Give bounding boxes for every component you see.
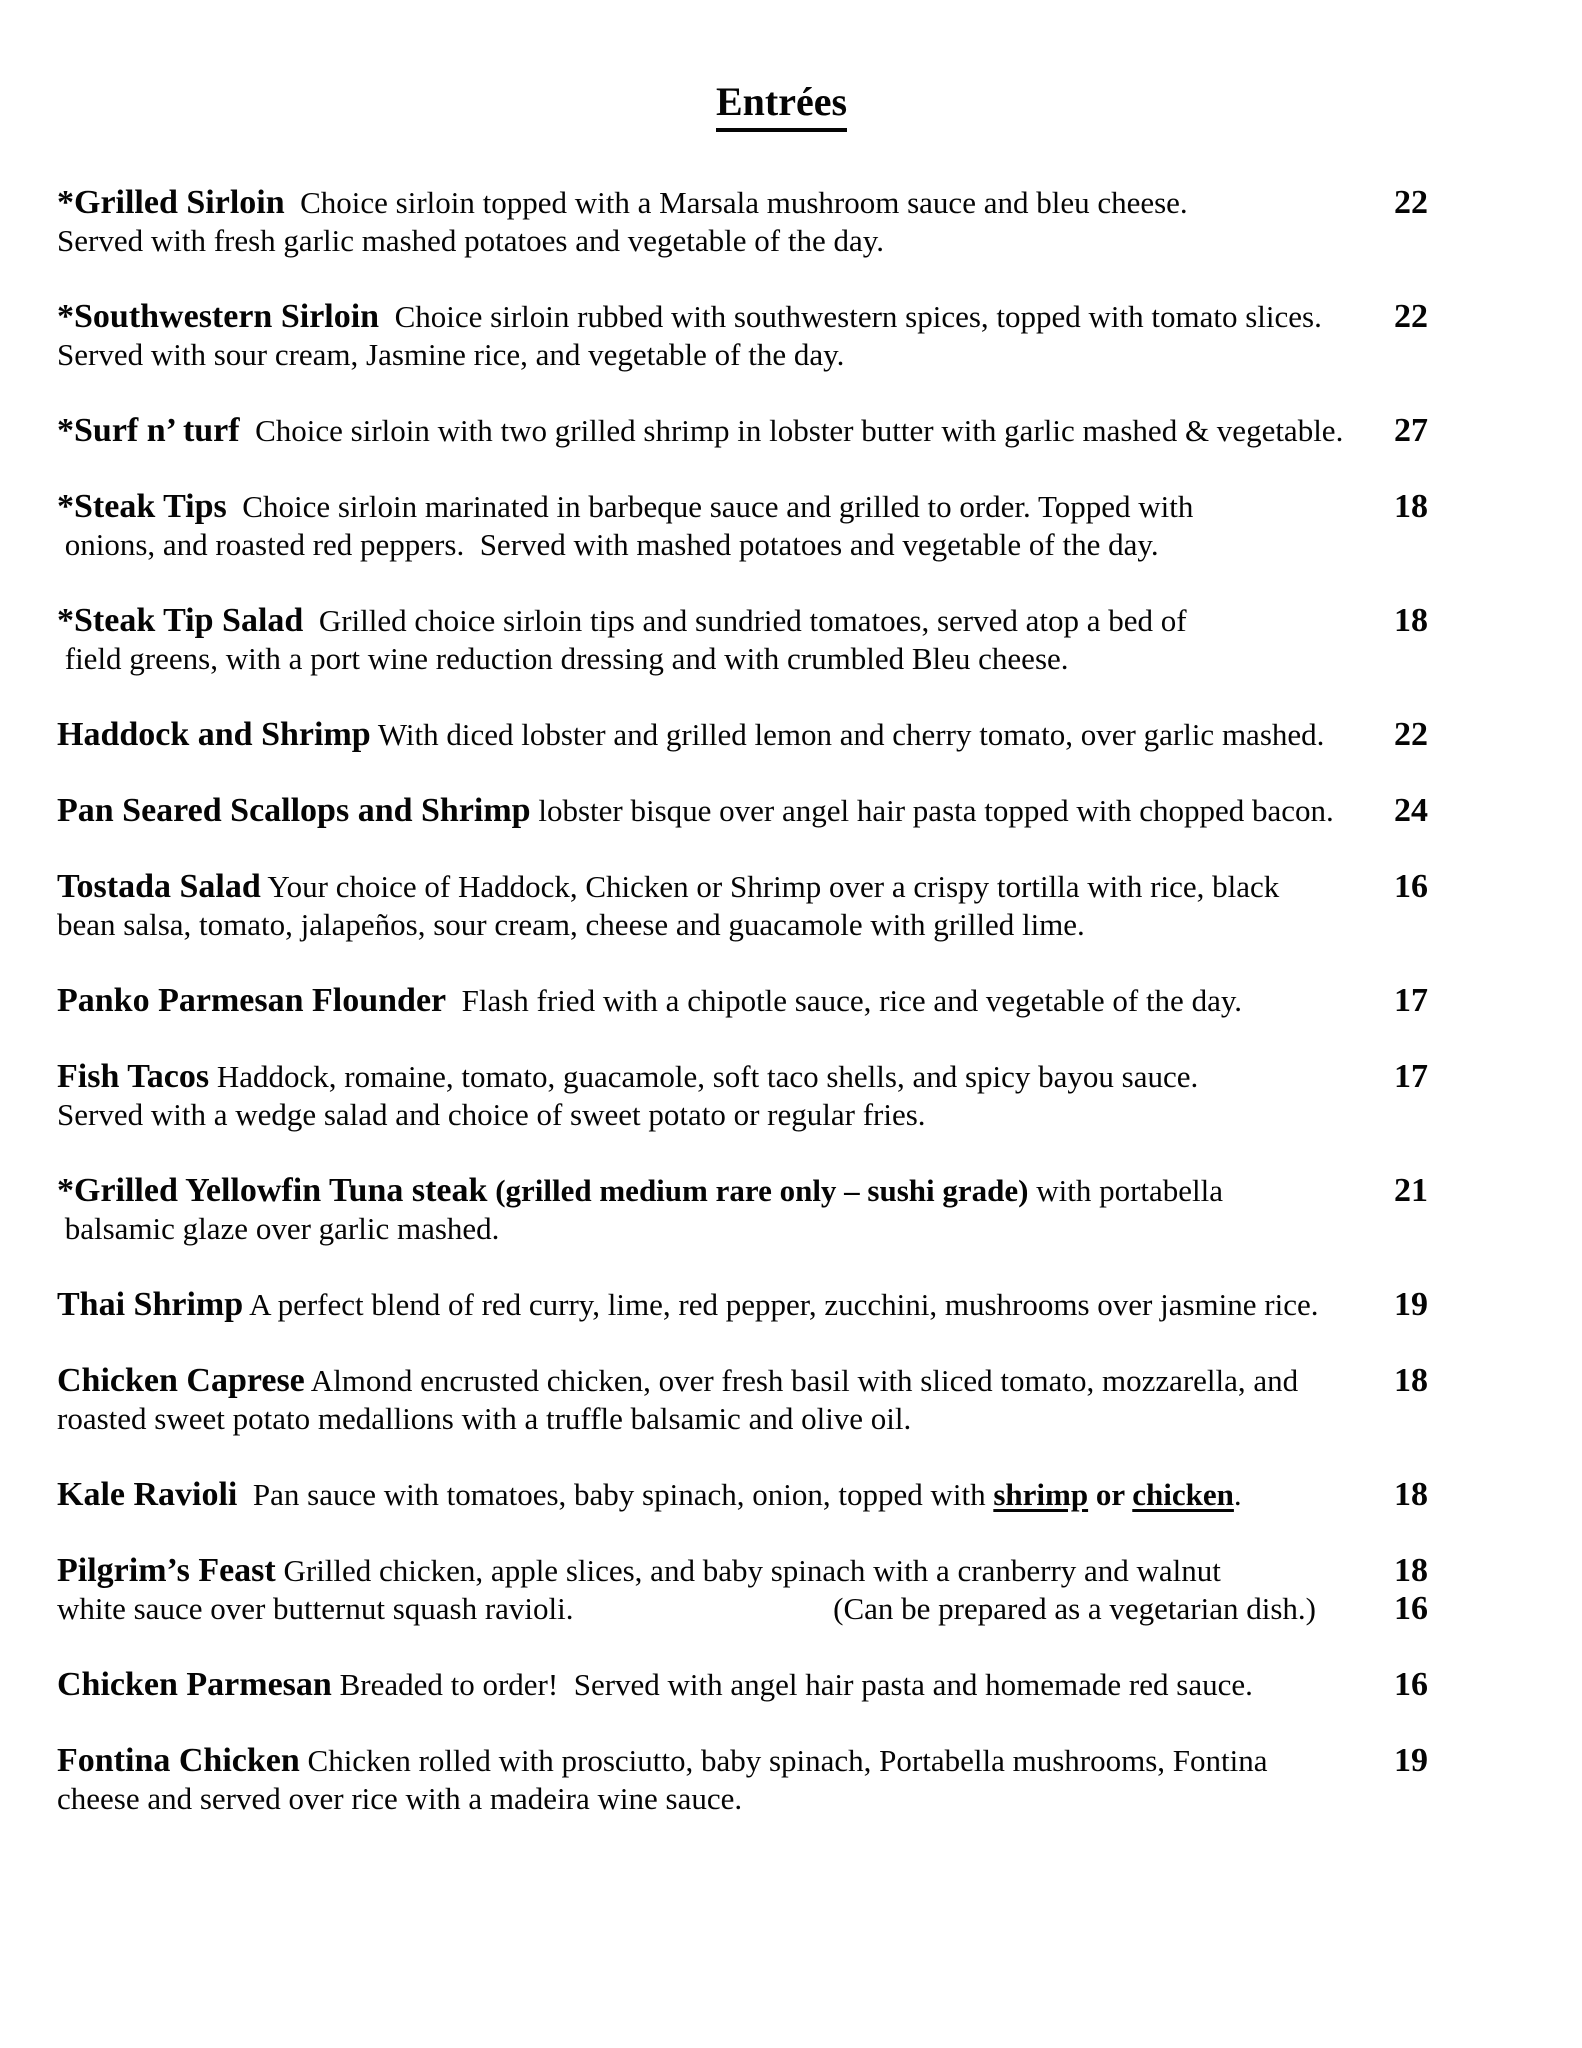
menu-item-description-segment: Served with sour cream, Jasmine rice, and vegetable of the day.	[57, 337, 845, 372]
price-value: 19	[1394, 1286, 1428, 1323]
price-value: 18	[1394, 488, 1428, 525]
menu-item-name: *Surf n’ turf	[57, 412, 240, 449]
menu-item-line	[57, 1210, 1368, 1248]
menu-item-line	[57, 640, 1368, 678]
menu-item-line	[57, 982, 1368, 1020]
menu-item	[57, 1742, 1428, 1818]
menu-item-body	[57, 1172, 1368, 1248]
menu-item-line	[57, 488, 1368, 526]
menu-item-description-segment: balsamic glaze over garlic mashed.	[57, 1211, 500, 1246]
price-value: 17	[1394, 982, 1428, 1019]
menu-item	[57, 412, 1428, 450]
menu-item-body	[57, 1552, 1368, 1628]
price-value: 18	[1394, 1362, 1428, 1399]
menu-sheet	[57, 60, 1428, 1856]
menu-item	[57, 298, 1428, 374]
menu-item-line	[57, 1362, 1368, 1400]
menu-item-description-segment: chicken	[1132, 1477, 1234, 1512]
menu-item	[57, 1286, 1428, 1324]
menu-item-price	[1368, 1286, 1428, 1324]
menu-item	[57, 1476, 1428, 1514]
menu-item-description-segment: field greens, with a port wine reduction dressing and with crumbled Bleu cheese.	[57, 641, 1069, 676]
menu-item-body	[57, 184, 1368, 260]
menu-item-price	[1368, 184, 1428, 222]
price-value: 16	[1394, 1666, 1428, 1703]
menu-item-line	[57, 792, 1368, 830]
menu-item-body	[57, 792, 1368, 830]
menu-item-line	[57, 1780, 1368, 1818]
menu-item-price	[1368, 1666, 1428, 1704]
menu-item-body	[57, 1362, 1368, 1438]
menu-item	[57, 488, 1428, 564]
menu-item-body	[57, 488, 1368, 564]
price-value: 21	[1394, 1172, 1428, 1209]
menu-item-line	[57, 868, 1368, 906]
menu-item-description-segment: shrimp	[993, 1477, 1089, 1512]
menu-item-name: *Steak Tip Salad	[57, 602, 304, 639]
menu-item-line	[57, 602, 1368, 640]
menu-item-line	[57, 1742, 1368, 1780]
menu-item-line	[57, 222, 1368, 260]
menu-item-price	[1368, 716, 1428, 754]
menu-item-name: Panko Parmesan Flounder	[57, 982, 447, 1019]
menu-item-price	[1368, 868, 1428, 906]
menu-item-line	[57, 336, 1368, 374]
price-value: 16	[1394, 868, 1428, 905]
menu-item-body	[57, 412, 1368, 450]
menu-item	[57, 868, 1428, 944]
menu-item-line	[57, 1096, 1368, 1134]
menu-item-description-segment: or	[1088, 1477, 1133, 1512]
price-value: 22	[1394, 716, 1428, 753]
menu-item-description-segment: roasted sweet potato medallions with a truffle balsamic and olive oil.	[57, 1401, 912, 1436]
menu-item-description-segment: onions, and roasted red peppers. Served with mashed potatoes and vegetable of the day.	[57, 527, 1159, 562]
menu-item-name: Fontina Chicken	[57, 1742, 300, 1779]
menu-item	[57, 1058, 1428, 1134]
menu-item-description-segment: Pan sauce with tomatoes, baby spinach, onion, topped with	[237, 1477, 994, 1512]
menu-item-body	[57, 1476, 1368, 1514]
menu-item-name: Pan Seared Scallops and Shrimp	[57, 792, 531, 829]
vegetarian-note	[833, 1590, 1316, 1628]
menu-item-description-segment: Chicken rolled with prosciutto, baby spinach, Portabella mushrooms, Fontina	[299, 1743, 1268, 1778]
price-value: 18	[1394, 1552, 1428, 1589]
menu-item-description-segment: Haddock, romaine, tomato, guacamole, soft taco shells, and spicy bayou sauce.	[209, 1059, 1199, 1094]
menu-item-price	[1368, 792, 1428, 830]
menu-item-body	[57, 716, 1368, 754]
menu-item-name: Chicken Parmesan	[57, 1666, 332, 1703]
menu-item-price	[1368, 1476, 1428, 1514]
menu-item-description-segment: (Can be prepared as a vegetarian dish.)	[833, 1591, 1316, 1626]
menu-item	[57, 1172, 1428, 1248]
price-value: 16	[1394, 1590, 1428, 1627]
menu-item-line	[57, 1286, 1368, 1324]
menu-item-description-segment: Flash fried with a chipotle sauce, rice and vegetable of the day.	[446, 983, 1243, 1018]
menu-item	[57, 792, 1428, 830]
menu-item-description-segment: Choice sirloin with two grilled shrimp in lobster butter with garlic mashed & vegetable.	[239, 413, 1344, 448]
menu-item-description-segment: Served with a wedge salad and choice of sweet potato or regular fries.	[57, 1097, 926, 1132]
menu-item-body	[57, 1742, 1368, 1818]
menu-item-name: Kale Ravioli	[57, 1476, 238, 1513]
menu-item-price	[1368, 1362, 1428, 1400]
price-value: 18	[1394, 602, 1428, 639]
menu-item-body	[57, 602, 1368, 678]
menu-item-body	[57, 1058, 1368, 1134]
price-value: 18	[1394, 1476, 1428, 1513]
menu-item-line	[57, 716, 1368, 754]
menu-item-description-segment: Served with fresh garlic mashed potatoes and vegetable of the day.	[57, 223, 884, 258]
menu-item-line	[57, 1400, 1368, 1438]
menu-item-line	[57, 1666, 1368, 1704]
menu-item-name: Chicken Caprese	[57, 1362, 305, 1399]
menu-item-body	[57, 298, 1368, 374]
menu-item-body	[57, 982, 1368, 1020]
menu-item-description-segment: Breaded to order! Served with angel hair pasta and homemade red sauce.	[331, 1667, 1253, 1702]
menu-item-body	[57, 1666, 1368, 1704]
menu-item-name: *Grilled Sirloin	[57, 184, 285, 221]
menu-item-line	[57, 184, 1368, 222]
menu-item-description-segment: Grilled choice sirloin tips and sundried tomatoes, served atop a bed of	[303, 603, 1187, 638]
menu-item-line	[57, 1172, 1368, 1210]
menu-item-price	[1368, 1172, 1428, 1210]
menu-item-name: Tostada Salad	[57, 868, 261, 905]
menu-item-body	[57, 868, 1368, 944]
menu-item-name: *Southwestern Sirloin	[57, 298, 380, 335]
price-value: 24	[1394, 792, 1428, 829]
menu-item-description-segment: bean salsa, tomato, jalapeños, sour cream, cheese and guacamole with grilled lime.	[57, 907, 1085, 942]
menu-item-description-segment: .	[1233, 1477, 1242, 1512]
menu-item-price	[1368, 1058, 1428, 1096]
menu-item-price	[1368, 1742, 1428, 1780]
menu-item-line	[57, 1552, 1368, 1590]
price-value: 27	[1394, 412, 1428, 449]
menu-item	[57, 716, 1428, 754]
menu-item-description-segment: white sauce over butternut squash ravioli.	[57, 1591, 574, 1626]
menu-item-line	[57, 1476, 1368, 1514]
menu-item-price	[1368, 298, 1428, 336]
menu-item-name: Thai Shrimp	[57, 1286, 244, 1323]
menu-item-description-segment: cheese and served over rice with a madeira wine sauce.	[57, 1781, 743, 1816]
menu-item	[57, 602, 1428, 678]
menu-item-description-segment: with portabella	[1028, 1173, 1224, 1208]
menu-item-body	[57, 1286, 1368, 1324]
menu-item-line	[57, 412, 1368, 450]
menu-item	[57, 1552, 1428, 1628]
menu-item-line	[57, 1058, 1368, 1096]
menu-item-price	[1368, 1552, 1428, 1628]
menu-item-description-segment: lobster bisque over angel hair pasta topped with chopped bacon.	[530, 793, 1334, 828]
menu-item-price	[1368, 488, 1428, 526]
menu-item-description-segment: Your choice of Haddock, Chicken or Shrimp over a crispy tortilla with rice, black	[260, 869, 1280, 904]
price-value: 22	[1394, 298, 1428, 335]
menu-item-description-segment: Choice sirloin marinated in barbeque sauce and grilled to order. Topped with	[226, 489, 1194, 524]
menu-item-description-segment: Choice sirloin rubbed with southwestern spices, topped with tomato slices.	[379, 299, 1322, 334]
menu-item-name: Haddock and Shrimp	[57, 716, 371, 753]
menu-list	[57, 184, 1428, 1818]
menu-item-description-segment: A perfect blend of red curry, lime, red pepper, zucchini, mushrooms over jasmine rice.	[243, 1287, 1319, 1322]
menu-item	[57, 982, 1428, 1020]
menu-item-line	[57, 906, 1368, 944]
price-value: 17	[1394, 1058, 1428, 1095]
menu-item-line	[57, 1590, 1368, 1628]
menu-item-price	[1368, 982, 1428, 1020]
menu-item-price	[1368, 412, 1428, 450]
menu-item-description-segment: (grilled medium rare only – sushi grade)	[495, 1173, 1029, 1208]
menu-item	[57, 184, 1428, 260]
menu-item-name: Pilgrim’s Feast	[57, 1552, 276, 1589]
menu-item-price	[1368, 602, 1428, 640]
menu-item	[57, 1666, 1428, 1704]
page-title	[57, 78, 1428, 132]
price-value: 22	[1394, 184, 1428, 221]
menu-item-name: *Grilled Yellowfin Tuna steak	[57, 1172, 488, 1209]
menu-item-line	[57, 526, 1368, 564]
price-value: 19	[1394, 1742, 1428, 1779]
page-title-text: Entrées	[716, 78, 847, 132]
menu-item-description-segment: With diced lobster and grilled lemon and cherry tomato, over garlic mashed.	[370, 717, 1325, 752]
menu-item-description-segment: Choice sirloin topped with a Marsala mushroom sauce and bleu cheese.	[284, 185, 1188, 220]
menu-item	[57, 1362, 1428, 1438]
menu-item-name: *Steak Tips	[57, 488, 227, 525]
menu-item-name: Fish Tacos	[57, 1058, 210, 1095]
menu-item-line	[57, 298, 1368, 336]
menu-item-description-segment: Almond encrusted chicken, over fresh basil with sliced tomato, mozzarella, and	[304, 1363, 1299, 1398]
menu-item-description-segment: Grilled chicken, apple slices, and baby spinach with a cranberry and walnut	[275, 1553, 1221, 1588]
